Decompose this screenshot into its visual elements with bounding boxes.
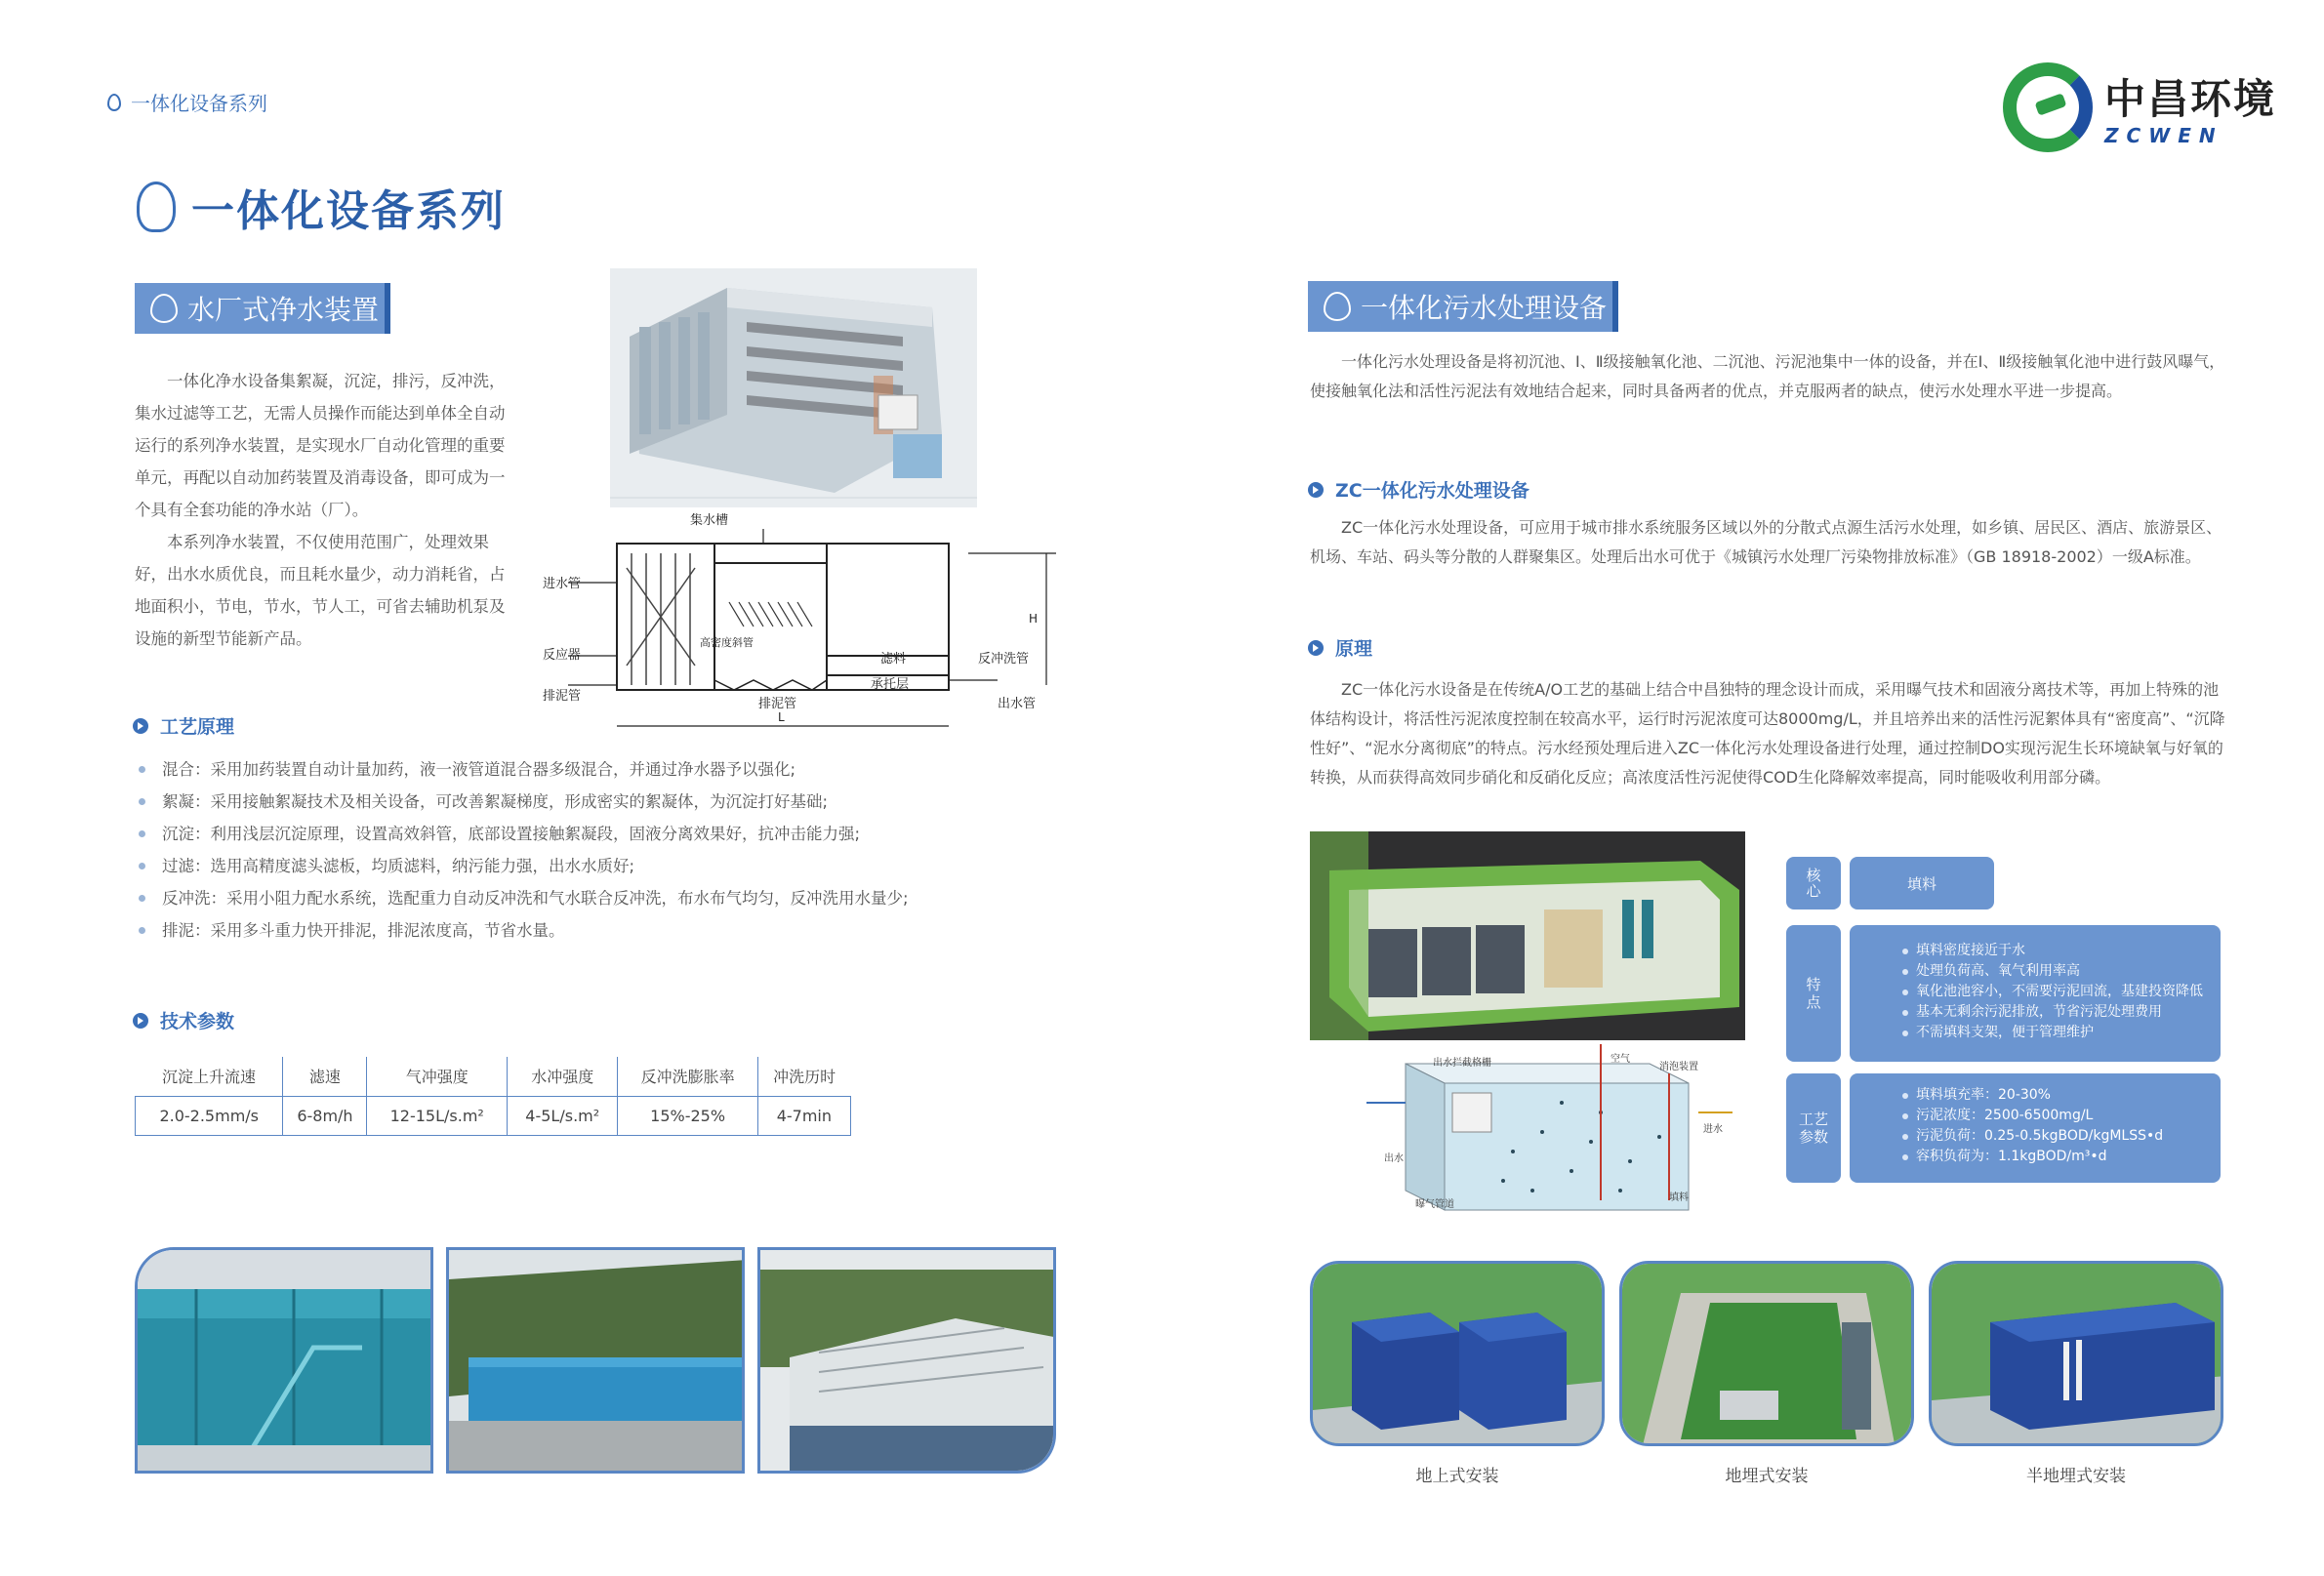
list-item: 反冲洗：采用小阻力配水系统，选配重力自动反冲洗和气水联合反冲洗，布水布气均匀，反冲洗用水量少; (137, 882, 937, 914)
list-item: 容积负荷为：1.1kgBOD/m³•d (1898, 1147, 2205, 1167)
list-item: 不需填料支架，便于管理维护 (1898, 1023, 2205, 1043)
zc-heading (1308, 476, 1529, 503)
label-drain-pipe: 排泥管 (758, 697, 797, 711)
water-purifier-schematic (539, 509, 1064, 736)
list-item: 混合：采用加药装置自动计量加药，液一液管道混合器多级混合，并通过净水器予以强化; (137, 753, 937, 786)
core-value (1850, 857, 1994, 909)
process-heading-text: 工艺原理 (160, 716, 235, 738)
label-backwash-pipe: 反冲洗管 (978, 652, 1030, 667)
table-cell: 15%-25% (618, 1096, 757, 1135)
principle-description-text: ZC一体化污水设备是在传统A/O工艺的基础上结合中昌独特的理念设计而成，采用曝气技术和固液分离技术等，再加上特殊的池体结构设计，将活性污泥浓度控制在较高水平，运行时污泥浓度可达8000mg/L，并且培养出来的活性污泥絮体具有“密度高”、“沉降性好”、“泥水分离彻底”的特点。污水经预处理后进入ZC一体化污水处理设备进行处理，通过控制DO实现污泥生长环境缺氧与好氧的转换，从而获得高效同步硝化和反硝化反应；高浓度活性污泥使得COD生化降解效率提高，同时能吸收利用部分磷。 (1310, 680, 2225, 787)
table-cell: 12-15L/s.m² (367, 1096, 508, 1135)
table-cell: 2.0-2.5mm/s (136, 1096, 283, 1135)
page-title-text: 一体化设备系列 (191, 186, 506, 236)
caption-semi-underground: 半地埋式安装 (2026, 1467, 2126, 1486)
table-header-cell: 反冲洗膨胀率 (618, 1057, 757, 1096)
sewage-intro (1310, 347, 2227, 406)
label-inlet: 进水 (1703, 1124, 1723, 1135)
label-air: 空气 (1610, 1054, 1630, 1065)
sewage-intro-text: 一体化污水处理设备是将初沉池、Ⅰ、Ⅱ级接触氧化池、二沉池、污泥池集中一体的设备，并在Ⅰ、Ⅱ级接触氧化池中进行鼓风曝气，使接触氧化法和活性污泥法有效地结合起来，同时具备两者的优点，并克服两者的缺点，使污水处理水平进一步提高。 (1310, 352, 2225, 400)
core-label (1786, 857, 1841, 909)
label-length: L (778, 710, 785, 724)
label-filler: 填料 (1669, 1192, 1689, 1203)
core-value-text: 填料 (1906, 874, 1937, 893)
core-label-text: 核心 (1806, 867, 1821, 900)
play-circle-icon (1308, 640, 1324, 656)
play-circle-icon (133, 1013, 148, 1029)
process-params-label-text: 工艺参数 (1798, 1111, 1828, 1146)
section-title-sewage-equipment (1308, 281, 1618, 332)
params-heading (133, 1007, 234, 1033)
label-aeration-pipe: 曝气管道 (1415, 1199, 1454, 1210)
list-item: 填料填充率：20-30% (1898, 1085, 2205, 1106)
water-drop-icon (107, 94, 121, 111)
label-inlet-pipe: 进水管 (543, 577, 582, 591)
label-defoamer: 消泡装置 (1659, 1062, 1698, 1072)
table-header-row (136, 1057, 851, 1096)
label-outlet-grille: 出水拦截格栅 (1433, 1058, 1491, 1069)
process-list (137, 753, 937, 947)
logo-mark-icon (2003, 62, 2093, 152)
principle-heading-text: 原理 (1335, 638, 1373, 660)
section-title-water-purifier (135, 283, 390, 334)
features-label (1786, 925, 1841, 1062)
list-item: 沉淀：利用浅层沉淀原理，设置高效斜管，底部设置接触絮凝段，固液分离效果好，抗冲击能力强; (137, 818, 937, 850)
list-item: 污泥浓度：2500-6500mg/L (1898, 1106, 2205, 1126)
label-tube-settler: 高密度斜管 (700, 636, 754, 649)
photo-installation-2 (446, 1247, 745, 1474)
table-cell: 4-7min (757, 1096, 850, 1135)
caption-underground: 地埋式安装 (1725, 1467, 1809, 1486)
water-drop-icon (1324, 292, 1351, 321)
zc-description-text: ZC一体化污水处理设备，可应用于城市排水系统服务区域以外的分散式点源生活污水处理，如乡镇、居民区、酒店、旅游景区、机场、车站、码头等分散的人群聚集区。处理后出水可优于《城镇污水处理厂污染物排放标准》（GB 18918-2002）一级A标准。 (1310, 518, 2222, 566)
section-title-text: 一体化污水处理设备 (1361, 292, 1608, 324)
photo-installation-1 (135, 1247, 433, 1474)
table-header-cell: 气冲强度 (367, 1057, 508, 1096)
zc-heading-text: ZC一体化污水处理设备 (1335, 480, 1529, 502)
list-item: 氧化池池容小，不需要污泥回流，基建投资降低 (1898, 982, 2205, 1002)
table-header-cell: 冲洗历时 (757, 1057, 850, 1096)
caption-above-ground: 地上式安装 (1415, 1467, 1499, 1486)
process-params-label (1786, 1073, 1841, 1183)
table-header-cell: 水冲强度 (507, 1057, 617, 1096)
photo-installation-3 (757, 1247, 1056, 1474)
table-row (136, 1096, 851, 1135)
lightbulb-icon (137, 182, 176, 232)
install-above-ground-image (1310, 1261, 1605, 1446)
process-heading (133, 712, 234, 739)
logo-name-cn: 中昌环境 (2104, 75, 2277, 123)
install-underground-image (1619, 1261, 1914, 1446)
list-item: 基本无剩余污泥排放，节省污泥处理费用 (1898, 1002, 2205, 1023)
intro-paragraph-2: 本系列净水装置，不仅使用范围广，处理效果好，出水水质优良，而且耗水量少，动力消耗省，占地面积小，节电，节水，节人工，可省去辅助机泵及设施的新型节能新产品。 (135, 533, 506, 648)
intro-paragraph-1: 一体化净水设备集絮凝，沉淀，排污，反冲洗，集水过滤等工艺，无需人员操作而能达到单体全自动运行的系列净水装置，是实现水厂自动化管理的重要单元，再配以自动加药装置及消毒设备，即可成为一个具有全套功能的净水站（厂）。 (135, 372, 506, 519)
list-item: 污泥负荷：0.25-0.5kgBOD/kgMLSS•d (1898, 1126, 2205, 1147)
params-heading-text: 技术参数 (160, 1011, 235, 1032)
label-support-layer: 承托层 (871, 677, 910, 692)
list-item: 排泥：采用多斗重力快开排泥，排泥浓度高，节省水量。 (137, 914, 937, 947)
page-title (137, 176, 506, 238)
label-filter-media: 滤料 (880, 652, 907, 667)
company-logo (2003, 59, 2276, 156)
table-cell: 6-8m/h (283, 1096, 367, 1135)
water-purifier-3d-render (610, 268, 977, 507)
breadcrumb (107, 88, 267, 116)
list-item: 过滤：选用高精度滤头滤板，均质滤料，纳污能力强，出水水质好; (137, 850, 937, 882)
table-header-cell: 沉淀上升流速 (136, 1057, 283, 1096)
zc-description (1310, 513, 2227, 572)
label-reactor: 反应器 (543, 648, 582, 663)
table-cell: 4-5L/s.m² (507, 1096, 617, 1135)
list-item: 处理负荷高、氧气利用率高 (1898, 961, 2205, 982)
features-card (1850, 925, 2221, 1062)
intro-text (135, 365, 506, 655)
process-params-card (1850, 1073, 2221, 1183)
label-outlet: 出水 (1384, 1153, 1404, 1164)
tank-schematic (1366, 1044, 1737, 1220)
features-label-text: 特点 (1806, 976, 1821, 1011)
label-collect-trough: 集水槽 (690, 513, 729, 528)
params-table (135, 1057, 851, 1136)
table-header-cell: 滤速 (283, 1057, 367, 1096)
play-circle-icon (133, 718, 148, 734)
list-item: 絮凝：采用接触絮凝技术及相关设备，可改善絮凝梯度，形成密实的絮凝体，为沉淀打好基础; (137, 786, 937, 818)
breadcrumb-text: 一体化设备系列 (131, 92, 267, 115)
list-item: 填料密度接近于水 (1898, 941, 2205, 961)
water-drop-icon (150, 294, 178, 323)
label-sludge-pipe: 排泥管 (543, 689, 582, 704)
principle-heading (1308, 634, 1372, 661)
label-height: H (1029, 612, 1039, 626)
container-3d-render (1310, 831, 1745, 1040)
install-semi-underground-image (1929, 1261, 2223, 1446)
section-title-text: 水厂式净水装置 (187, 294, 380, 326)
play-circle-icon (1308, 482, 1324, 498)
principle-description (1310, 675, 2227, 792)
label-outlet-pipe: 出水管 (998, 697, 1037, 711)
logo-name-en: ZCWEN (2104, 124, 2223, 147)
